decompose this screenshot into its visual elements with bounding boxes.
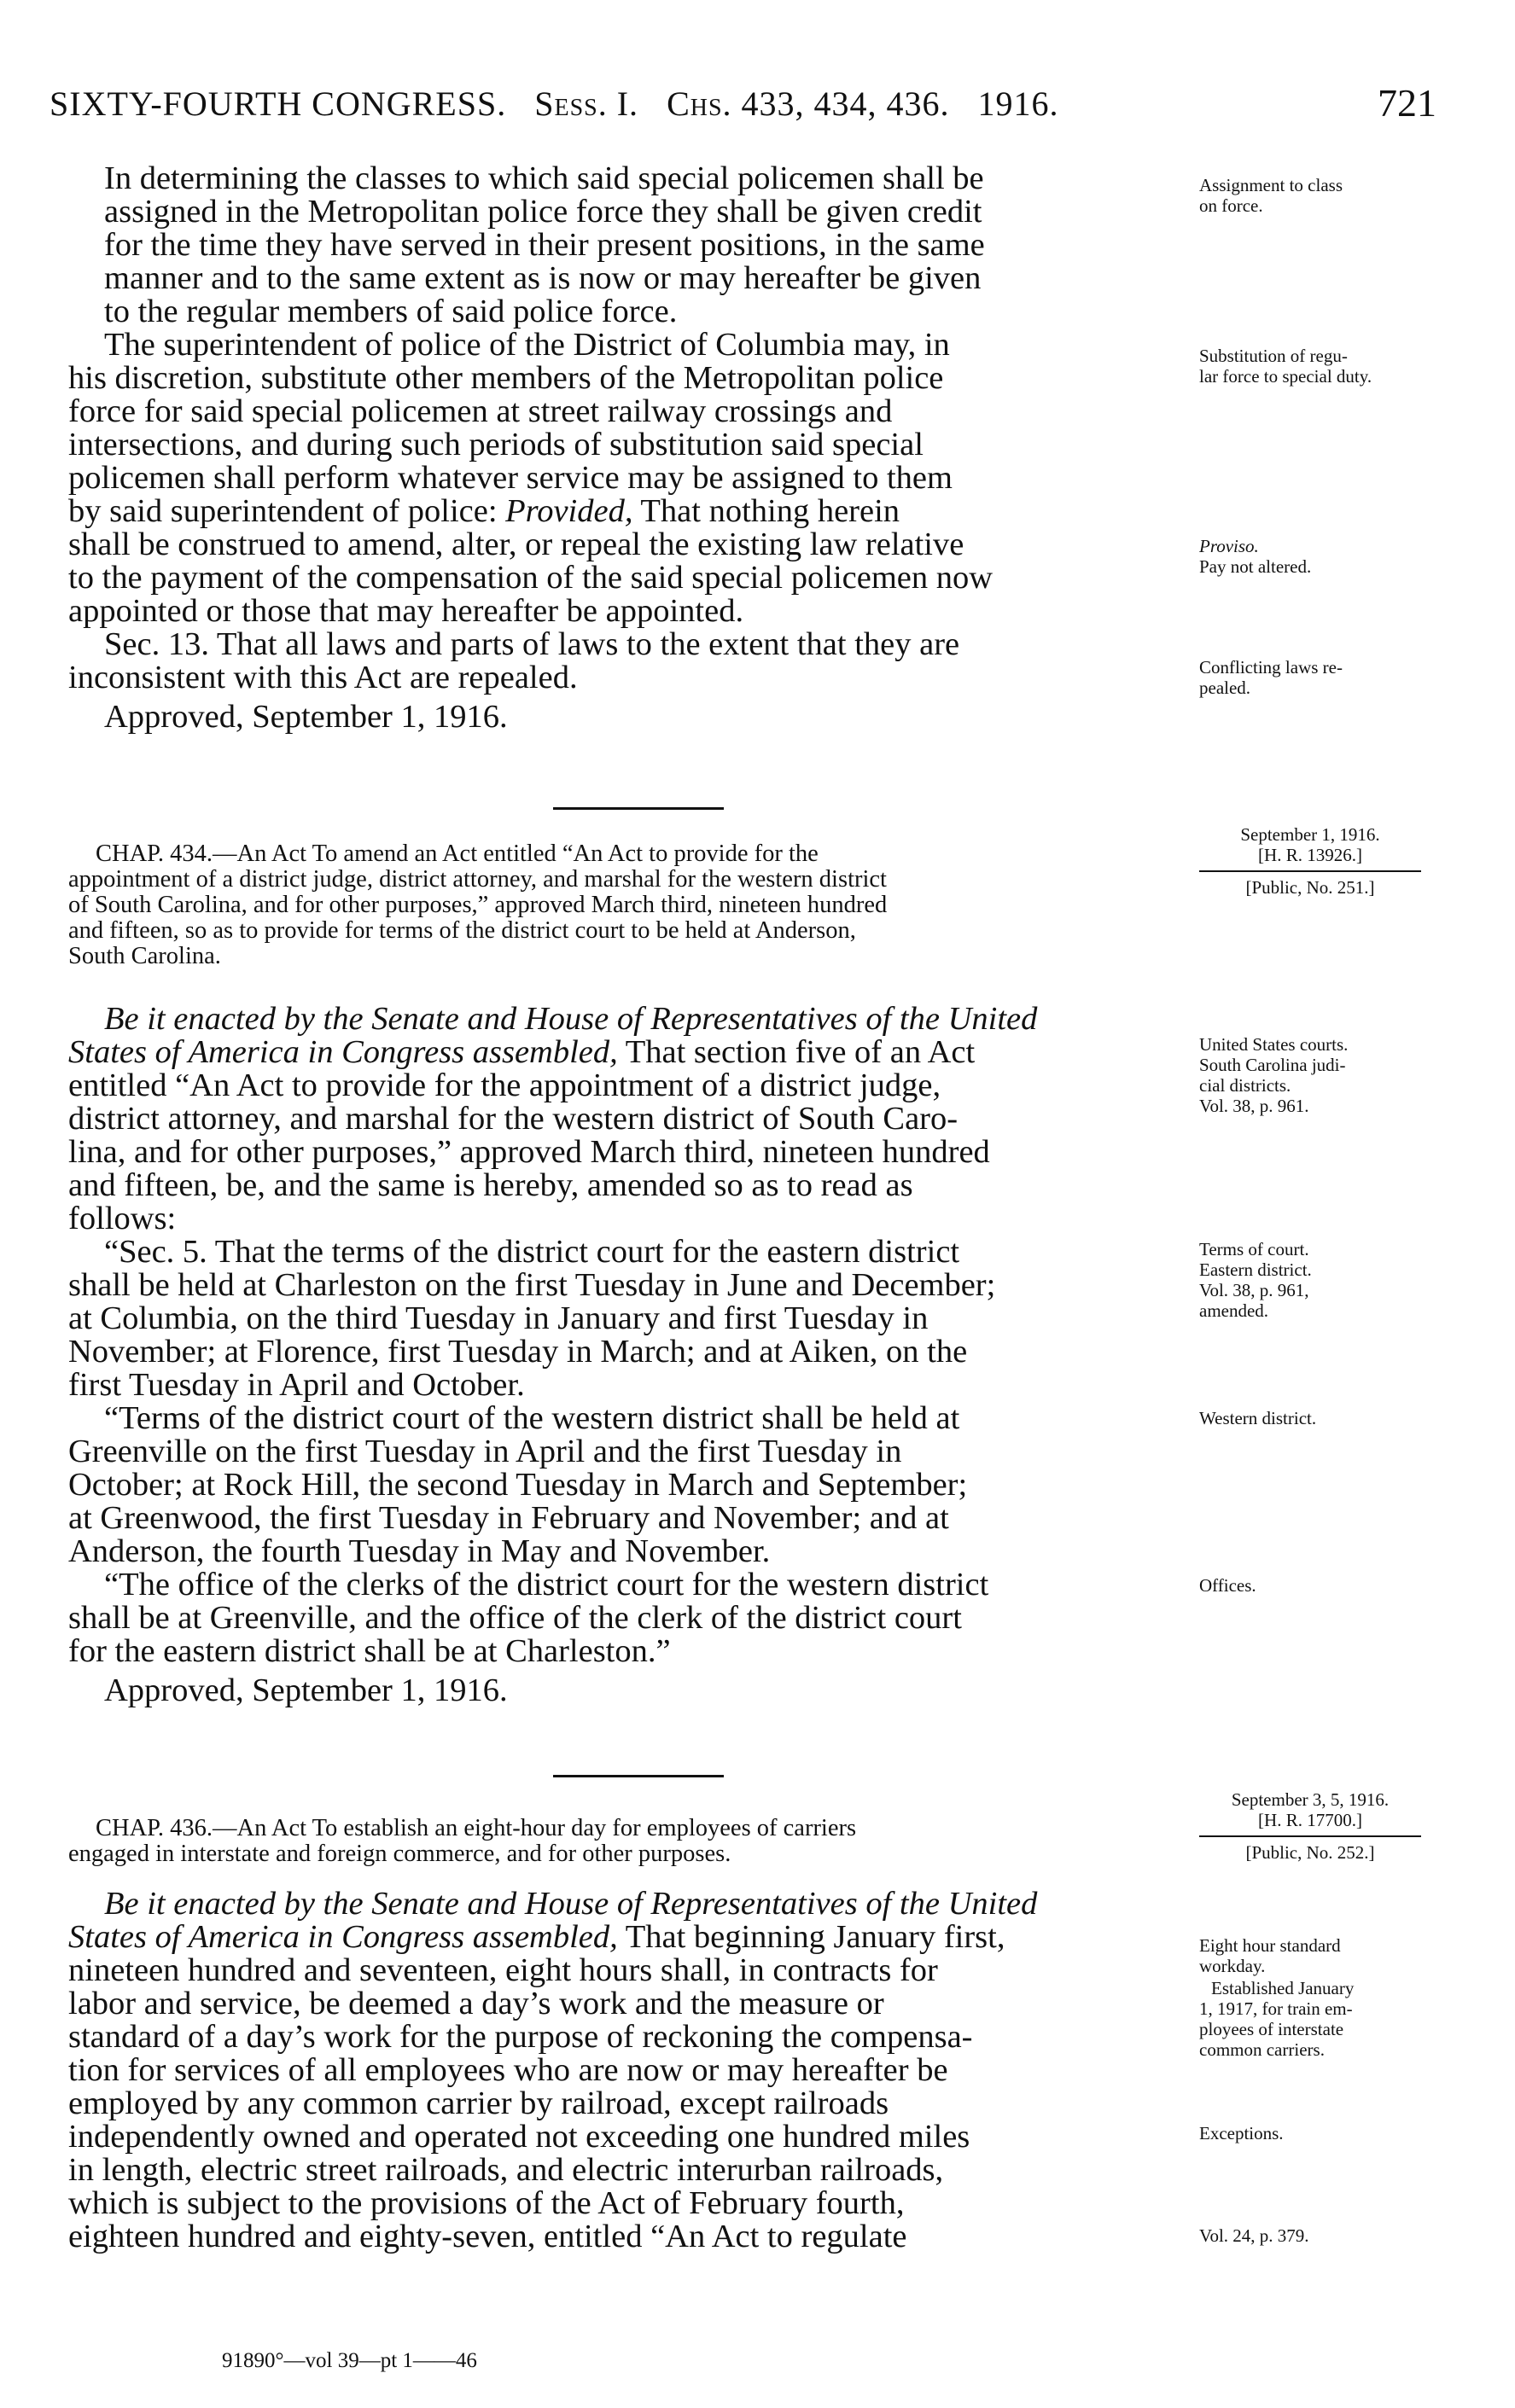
congress-title: SIXTY-FOURTH CONGRESS. xyxy=(50,84,507,123)
divider-rule xyxy=(553,807,724,810)
text-line: appointed or those that may hereafter be appointed. xyxy=(68,593,744,629)
margin-note-proviso xyxy=(1199,536,1455,577)
text-fragment: States of America in Congress assembled, xyxy=(68,1034,618,1070)
text-fragment: That beginning January first, xyxy=(617,1919,1005,1955)
chap436-body xyxy=(68,1887,1185,2254)
chap434-title xyxy=(68,841,1185,969)
margin-note-established xyxy=(1199,1978,1455,2060)
note-line: Eight hour standard xyxy=(1199,1935,1341,1956)
text-line: follows: xyxy=(68,1201,177,1236)
bill-number: [H. R. 13926.] xyxy=(1258,845,1362,865)
running-head xyxy=(50,81,1436,135)
section-previous-act xyxy=(68,162,1185,734)
public-law-number: [Public, No. 252.] xyxy=(1199,1835,1421,1863)
note-line: pealed. xyxy=(1199,678,1251,698)
text-line: CHAP. 434.—An Act To amend an Act entitled “An Act to provide for the xyxy=(96,840,819,867)
offices-paragraph xyxy=(68,1568,1185,1668)
note-line: Terms of court. xyxy=(1199,1239,1309,1259)
text-line: In determining the classes to which said special policemen shall be xyxy=(104,160,984,196)
note-line: amended. xyxy=(1199,1300,1269,1321)
approval-line: Approved, September 1, 1916. xyxy=(104,1672,508,1708)
enacting-clause xyxy=(68,1887,1185,2254)
note-line: Offices. xyxy=(1199,1575,1256,1596)
text-line: tion for services of all employees who are now or may hereafter be xyxy=(68,2052,948,2088)
chapter-heading xyxy=(68,841,1185,969)
text-line: CHAP. 436.—An Act To establish an eight-hour day for employees of carriers xyxy=(96,1815,857,1841)
text-line: “Sec. 5. That the terms of the district court for the eastern district xyxy=(104,1234,960,1270)
note-line: Substitution of regu- xyxy=(1199,346,1348,366)
note-line: Conflicting laws re- xyxy=(1199,657,1343,678)
note-line: workday. xyxy=(1199,1956,1266,1976)
page-number: 721 xyxy=(1378,81,1436,125)
text-fragment: States of America in Congress assembled, xyxy=(68,1919,618,1955)
text-line: Anderson, the fourth Tuesday in May and November. xyxy=(68,1533,771,1569)
text-line: eighteen hundred and eighty-seven, entitled “An Act to regulate xyxy=(68,2219,907,2254)
text-fragment: That section five of an Act xyxy=(617,1034,976,1070)
note-line: South Carolina judi- xyxy=(1199,1055,1346,1075)
approval-line: Approved, September 1, 1916. xyxy=(104,699,508,735)
text-line: force for said special policemen at street railway crossings and xyxy=(68,393,893,429)
text-line: which is subject to the provisions of the Act of February fourth, xyxy=(68,2185,905,2221)
margin-note-terms-of-court xyxy=(1199,1239,1455,1321)
divider-rule xyxy=(553,1775,724,1777)
text-line: labor and service, be deemed a day’s work and the measure or xyxy=(68,1986,884,2021)
paragraph-substitution xyxy=(68,329,1185,628)
text-line: standard of a day’s work for the purpose of reckoning the compensa- xyxy=(68,2019,973,2055)
paragraph-assignment xyxy=(68,162,1185,329)
text-line: South Carolina. xyxy=(68,943,221,969)
margin-note-exceptions xyxy=(1199,2123,1455,2143)
text-line: lina, and for other purposes,” approved March third, nineteen hundred xyxy=(68,1134,990,1170)
text-line: inconsistent with this Act are repealed. xyxy=(68,660,578,695)
note-line: Established January xyxy=(1211,1978,1355,1998)
text-line: district attorney, and marshal for the western district of South Caro- xyxy=(68,1101,959,1137)
text-line: to the payment of the compensation of the said special policemen now xyxy=(68,560,993,596)
year-label: 1916. xyxy=(977,84,1059,123)
text-line: manner and to the same extent as is now or may hereafter be given xyxy=(104,260,982,296)
chap434-sidebar xyxy=(1199,824,1421,898)
text-line: and fifteen, be, and the same is hereby, amended so as to read as xyxy=(68,1167,913,1203)
text-line: at Columbia, on the third Tuesday in January and first Tuesday in xyxy=(68,1300,929,1336)
note-line: Exceptions. xyxy=(1199,2123,1284,2143)
text-line: for the eastern district shall be at Charleston.” xyxy=(68,1633,671,1669)
chap434-body xyxy=(68,1003,1185,1707)
chap436-title xyxy=(68,1816,1185,1867)
text-line: appointment of a district judge, district attorney, and marshal for the western district xyxy=(68,866,887,893)
text-line: Be it enacted by the Senate and House of Representatives of the United xyxy=(104,1001,1038,1037)
note-line: 1, 1917, for train em- xyxy=(1199,1998,1353,2019)
text-line: Be it enacted by the Senate and House of Representatives of the United xyxy=(104,1886,1038,1922)
chap436-sidebar xyxy=(1199,1789,1421,1863)
text-line: engaged in interstate and foreign commerce, and for other purposes. xyxy=(68,1841,731,1867)
act-date: September 3, 5, 1916. xyxy=(1231,1789,1390,1810)
text-line: November; at Florence, first Tuesday in March; and at Aiken, on the xyxy=(68,1334,968,1370)
chapter-heading xyxy=(68,1816,1185,1867)
western-district-paragraph xyxy=(68,1402,1185,1568)
note-line: Proviso. xyxy=(1199,536,1259,556)
note-line: cial districts. xyxy=(1199,1075,1291,1096)
chapters-label: Chs. 433, 434, 436. xyxy=(667,84,950,123)
text-line: entitled “An Act to provide for the appointment of a district judge, xyxy=(68,1067,941,1103)
text-line: shall be construed to amend, alter, or repeal the existing law relative xyxy=(68,526,964,562)
text-line: shall be at Greenville, and the office of the clerk of the district court xyxy=(68,1600,962,1636)
note-line: Pay not altered. xyxy=(1199,556,1312,577)
act-date: September 1, 1916. xyxy=(1240,824,1380,845)
text-line: to the regular members of said police force. xyxy=(104,294,678,329)
note-line: lar force to special duty. xyxy=(1199,366,1372,387)
proviso-word: Provided, xyxy=(505,493,633,529)
bill-number: [H. R. 17700.] xyxy=(1258,1810,1362,1830)
printer-signature: 91890°—vol 39—pt 1——46 xyxy=(222,2349,477,2372)
text-line: The superintendent of police of the District of Columbia may, in xyxy=(104,327,950,363)
enacting-clause xyxy=(68,1003,1185,1236)
text-line: his discretion, substitute other members of the Metropolitan police xyxy=(68,360,944,396)
text-line: shall be held at Charleston on the first Tuesday in June and December; xyxy=(68,1267,996,1303)
public-law-number: [Public, No. 251.] xyxy=(1199,870,1421,898)
margin-note-vol24 xyxy=(1199,2225,1455,2246)
text-line-proviso xyxy=(68,495,1185,528)
note-line: Vol. 24, p. 379. xyxy=(1199,2225,1309,2246)
note-line: Vol. 38, p. 961. xyxy=(1199,1096,1309,1116)
text-line: nineteen hundred and seventeen, eight hours shall, in contracts for xyxy=(68,1952,938,1988)
margin-note-eight-hour xyxy=(1199,1935,1455,1976)
running-head-title xyxy=(50,84,1059,124)
text-line: of South Carolina, and for other purposes,” approved March third, nineteen hundred xyxy=(68,892,888,918)
note-line: ployees of interstate xyxy=(1199,2019,1344,2039)
text-line: “Terms of the district court of the western district shall be held at xyxy=(104,1400,960,1436)
section-5-paragraph xyxy=(68,1236,1185,1402)
text-line: for the time they have served in their present positions, in the same xyxy=(104,227,985,263)
paragraph-section-13 xyxy=(68,628,1185,695)
text-line: October; at Rock Hill, the second Tuesday in March and September; xyxy=(68,1467,968,1503)
text-line: employed by any common carrier by railroad, except railroads xyxy=(68,2085,889,2121)
text-line: and fifteen, so as to provide for terms of the district court to be held at Anderson, xyxy=(68,917,856,944)
note-line: Vol. 38, p. 961, xyxy=(1199,1280,1309,1300)
text-line: in length, electric street railroads, and electric interurban railroads, xyxy=(68,2152,944,2188)
text-line: policemen shall perform whatever service may be assigned to them xyxy=(68,460,953,496)
text-line: intersections, and during such periods of substitution said special xyxy=(68,427,924,462)
text-line: Sec. 13. That all laws and parts of laws to the extent that they are xyxy=(104,626,960,662)
margin-note-western-district xyxy=(1199,1408,1455,1428)
note-line: Eastern district. xyxy=(1199,1259,1312,1280)
text-line: at Greenwood, the first Tuesday in February and November; and at xyxy=(68,1500,949,1536)
margin-note-assignment xyxy=(1199,175,1455,216)
margin-note-conflicting xyxy=(1199,657,1455,698)
session-label: Sess. I. xyxy=(534,84,639,123)
note-line: on force. xyxy=(1199,195,1263,216)
text-line: Greenville on the first Tuesday in April and the first Tuesday in xyxy=(68,1434,902,1469)
note-line: common carriers. xyxy=(1199,2039,1325,2060)
text-line: first Tuesday in April and October. xyxy=(68,1367,525,1403)
text-fragment: by said superintendent of police: xyxy=(68,493,506,529)
margin-note-offices xyxy=(1199,1575,1455,1596)
text-line: “The office of the clerks of the district court for the western district xyxy=(104,1567,989,1602)
text-line: assigned in the Metropolitan police force they shall be given credit xyxy=(104,194,982,230)
note-line: Western district. xyxy=(1199,1408,1317,1428)
margin-note-substitution xyxy=(1199,346,1455,387)
note-line: United States courts. xyxy=(1199,1034,1349,1055)
margin-note-us-courts xyxy=(1199,1034,1455,1116)
text-line xyxy=(68,1036,1185,1069)
note-line: Assignment to class xyxy=(1199,175,1343,195)
text-line: independently owned and operated not exceeding one hundred miles xyxy=(68,2119,970,2155)
text-fragment: That nothing herein xyxy=(632,493,900,529)
text-line xyxy=(68,1921,1185,1954)
